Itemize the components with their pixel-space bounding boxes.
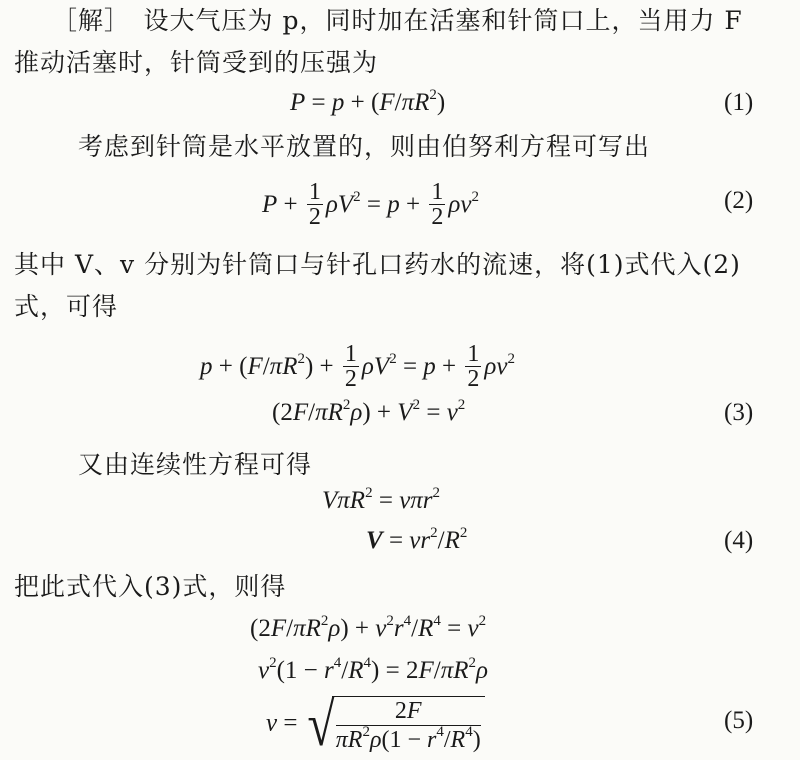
equation-number-5: (5) <box>724 707 754 734</box>
text-line-velocities-1: 其中 V、v 分别为针筒口与针孔口药水的流速，将(1)式代入(2) <box>14 250 741 279</box>
equation-5a: $(2F/\pi R^2\rho) + v^2r^4/R^4 = v^2$ <box>250 612 487 642</box>
equation-3: $(2F/\pi R^2\rho) + V^2 = v^2$ <box>272 396 466 426</box>
equation-2: P + $\frac{1}{2}$ $\rho V^2 = p$ + $\frac{1}{2}$ $\rho v^2$ <box>262 179 479 230</box>
equation-4a: VπR$^2$ = vπr$^2$ <box>322 484 441 514</box>
equation-number-2: (2) <box>724 187 754 214</box>
text-line-substitute: 把此式代入(3)式，则得 <box>14 572 287 601</box>
square-root: √ $\frac{2F}{\pi R^2\rho(1 - r^4/R^4)}$ <box>304 694 485 756</box>
equation-5b: $v^2(1 - r^4/R^4) = 2F/\pi R^2\rho$ <box>258 654 488 684</box>
equation-number-1: (1) <box>724 89 754 116</box>
text-line-velocities-2: 式，可得 <box>14 292 119 321</box>
text-line-intro-1: ［解］ 设大气压为 p，同时加在活塞和针筒口上，当用力 F <box>52 6 743 35</box>
text-line-continuity: 又由连续性方程可得 <box>78 450 313 479</box>
equation-number-4: (4) <box>724 527 754 554</box>
text-line-bernoulli: 考虑到针筒是水平放置的，则由伯努利方程可写出 <box>78 132 651 161</box>
equation-4: $V = vr^2/R^2$ <box>366 524 468 554</box>
equation-number-3: (3) <box>724 399 754 426</box>
equation-1: $P = p + (F/\pi R^2)$ <box>290 86 446 116</box>
equation-3a: $p + (F/\pi R^2)$ + $\frac{1}{2}$ $\rho V^2 = p$ + $\frac{1}{2}$ $\rho v^2$ <box>200 341 516 392</box>
equation-5: v = √ $\frac{2F}{\pi R^2\rho(1 - r^4/R^4)}$ <box>266 694 485 756</box>
text-line-intro-2: 推动活塞时，针筒受到的压强为 <box>14 48 379 77</box>
